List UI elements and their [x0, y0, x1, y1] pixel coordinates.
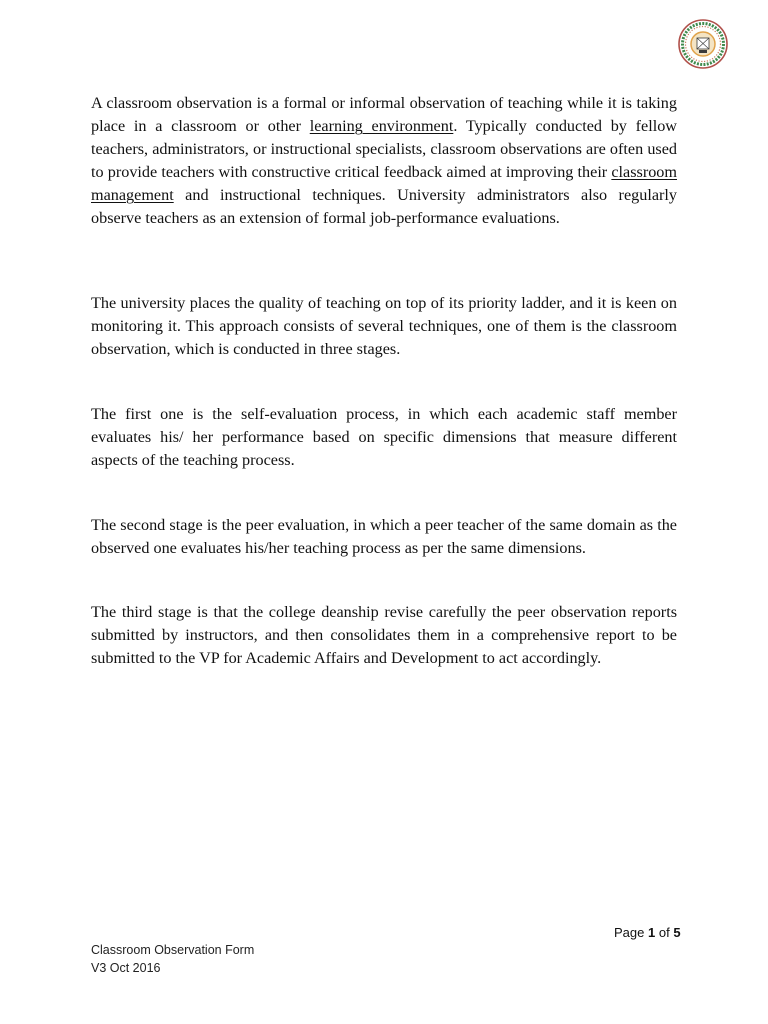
paragraph-intro: [91, 92, 677, 230]
paragraph-quality: The university places the quality of teaching on top of its priority ladder, and it is keen on monitoring it. This approach consists of several techniques, one of them is the classroom observation, which is conducted in three stages.: [91, 294, 677, 358]
page-number: [614, 925, 681, 940]
learning-environment-link[interactable]: learning environment: [309, 117, 454, 135]
paragraph-stage-one: The first one is the self-evaluation process, in which each academic staff member evaluates his/ her performance based on specific dimensions that measure different aspects of the teaching process.: [91, 405, 677, 469]
paragraph-stage-three: The third stage is that the college deanship revise carefully the peer observation reports submitted by instructors, and then consolidates them in a comprehensive report to be submitted to the VP for Academic Affairs and Development to act accordingly.: [91, 603, 677, 667]
form-version: V3 Oct 2016: [91, 961, 161, 975]
page-total: 5: [673, 925, 681, 940]
page-current: 1: [648, 925, 656, 940]
university-seal-icon: [678, 19, 728, 69]
paragraph-intro-text-b: . Typically conducted by fellow teachers, administrators, or instructional specialists, classroom observations are often used to provide teachers with constructive critical feedback aimed at improving their: [91, 117, 677, 181]
page-of: of: [658, 925, 670, 940]
paragraph-stage-two: The second stage is the peer evaluation, in which a peer teacher of the same domain as the observed one evaluates his/her teaching process as per the same dimensions.: [91, 516, 677, 557]
footer-form-info: [91, 941, 254, 977]
paragraph-intro-text-a: A classroom observation is a formal or informal observation of teaching while it is taking place in a classroom or other: [91, 94, 677, 135]
form-name: Classroom Observation Form: [91, 943, 255, 957]
paragraph-intro-text-c: and instructional techniques. University administrators also regularly observe teachers as an extension of formal job-performance evaluations.: [91, 186, 677, 227]
classroom-management-link[interactable]: classroom management: [91, 163, 677, 204]
page-label: Page: [614, 925, 645, 940]
